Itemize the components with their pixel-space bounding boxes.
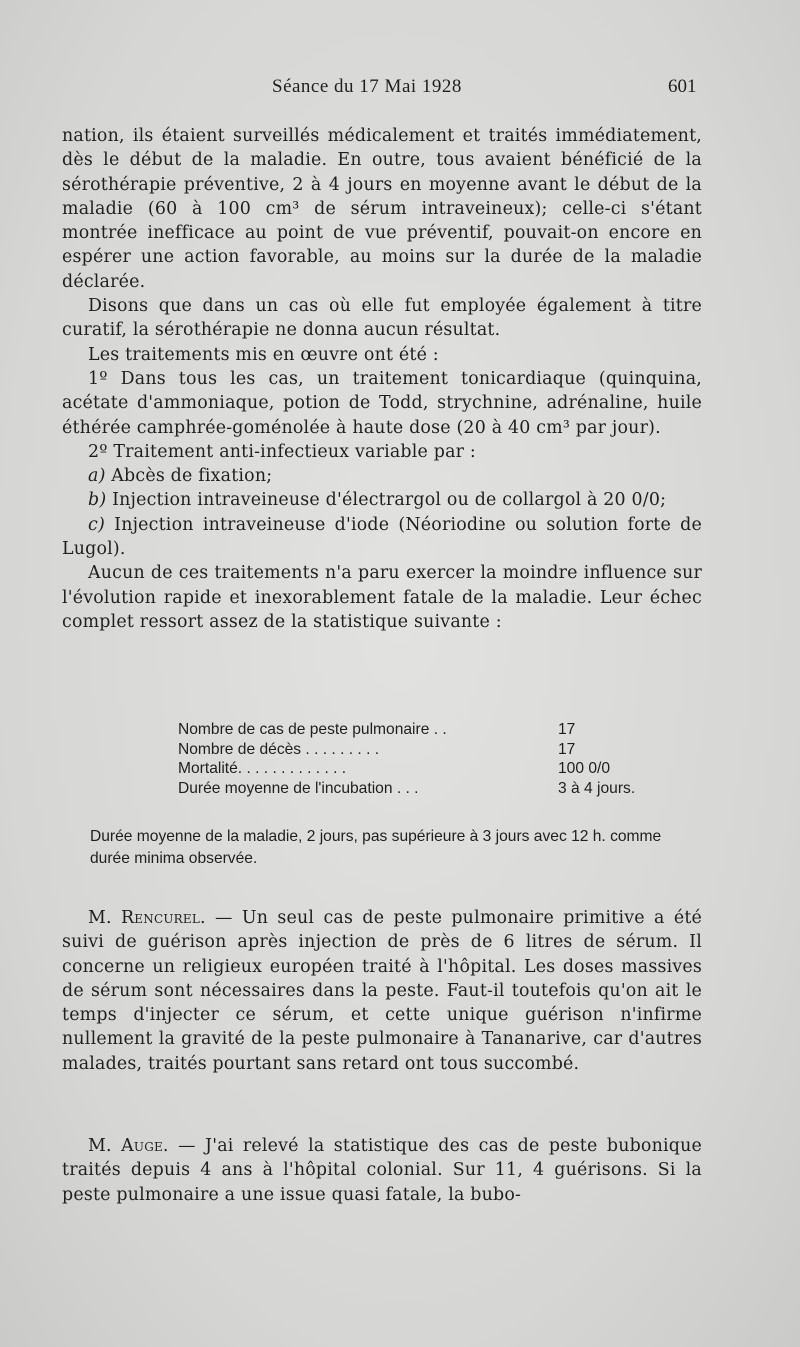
running-header <box>0 76 800 102</box>
stat-label: Nombre de décès . . . . . . . . . <box>178 740 380 758</box>
running-title: Séance du 17 Mai 1928 <box>272 76 462 97</box>
page-number: 601 <box>668 76 697 97</box>
stat-value: 100 0/0 <box>558 760 611 777</box>
table-row <box>178 720 678 740</box>
list-text-b: Injection intraveineuse d'électrargol ou de collargol à 20 0/0; <box>112 490 667 511</box>
speaker-name: M. Rencurel. <box>88 908 206 928</box>
stat-value: 17 <box>558 721 576 738</box>
list-item-b <box>62 488 702 512</box>
list-text-a: Abcès de fixation; <box>111 466 273 487</box>
paragraph-curative: Disons que dans un cas où elle fut employée également à titre curatif, la sérothérapie ne donna aucun résultat. <box>62 296 702 341</box>
paragraph-continuation: nation, ils étaient surveillés médicalement et traités immédiatement, dès le début de la maladie. En outre, tous avaient bénéficié de la sérothérapie préventive, 2 à 4 jours en moyenne avant le début de la maladie (60 à 100 cm³ de sérum intraveineux); celle-ci s'étant montrée inefficace au point de vue préventif, pouvait-on encore en espérer une action favorable, au moins sur la durée de la maladie déclarée. <box>62 126 702 292</box>
list-letter-c: c) <box>88 514 105 535</box>
rencurel-section <box>62 906 702 1076</box>
paragraph-treatment-1: 1º Dans tous les cas, un traitement tonicardiaque (quinquina, acétate d'ammoniaque, potion de Todd, strychnine, adrénaline, huile éthérée camphrée-goménolée à haute dose (20 à 40 cm³ par jour). <box>62 368 702 438</box>
table-row <box>178 759 678 779</box>
list-text-c: Injection intraveineuse d'iode (Néoriodine ou solution forte de Lugol). <box>62 514 702 560</box>
stat-label: Durée moyenne de l'incubation . . . <box>178 779 419 797</box>
table-row <box>178 740 678 760</box>
rencurel-text: — Un seul cas de peste pulmonaire primitive a été suivi de guérison après injection de près de 6 litres de sérum. Il concerne un religieux européen traité à l'hôpital. Les doses massives de sérum sont nécessaires dans la peste. Faut-il toutefois qu'on ait le temps d'injecter ce sérum, et cette unique guérison n'infirme nullement la gravité de la peste pulmonaire à Tananarive, car d'autres malades, traités pourtant sans retard ont tous succombé. <box>62 908 703 1074</box>
paragraph-treatments-intro: Les traitements mis en œuvre ont été : <box>88 344 439 365</box>
auge-text: — J'ai relevé la statistique des cas de peste bubonique traités depuis 4 ans à l'hôpital colonial. Sur 11, 4 guérisons. Si la peste pulmonaire a une issue quasi fatale, la bubo- <box>62 1136 702 1205</box>
table-row <box>178 779 678 799</box>
statistics-table <box>178 720 678 798</box>
speaker-name: M. Auge. <box>88 1136 169 1156</box>
stat-label: Mortalité. . . . . . . . . . . . . <box>178 760 347 777</box>
list-letter-b: b) <box>88 490 107 511</box>
paragraph-treatment-2: 2º Traitement anti-infectieux variable par : <box>88 441 476 462</box>
duration-note: Durée moyenne de la maladie, 2 jours, pas supérieure à 3 jours avec 12 h. comme durée minima observée. <box>90 828 662 867</box>
stat-label: Nombre de cas de peste pulmonaire . . <box>178 721 447 738</box>
stat-value: 17 <box>558 740 576 758</box>
list-item-c <box>62 513 702 562</box>
stat-value: 3 à 4 jours. <box>558 779 636 797</box>
intro-section <box>62 124 702 634</box>
auge-section <box>62 1134 702 1207</box>
rencurel-paragraph <box>62 906 702 1076</box>
auge-paragraph <box>62 1134 702 1207</box>
paragraph-failure: Aucun de ces traitements n'a paru exercer la moindre influence sur l'évolution rapide et inexorablement fatale de la maladie. Leur échec complet ressort assez de la statistique suivante : <box>62 563 702 632</box>
list-letter-a: a) <box>88 466 106 487</box>
list-item-a <box>62 464 702 488</box>
